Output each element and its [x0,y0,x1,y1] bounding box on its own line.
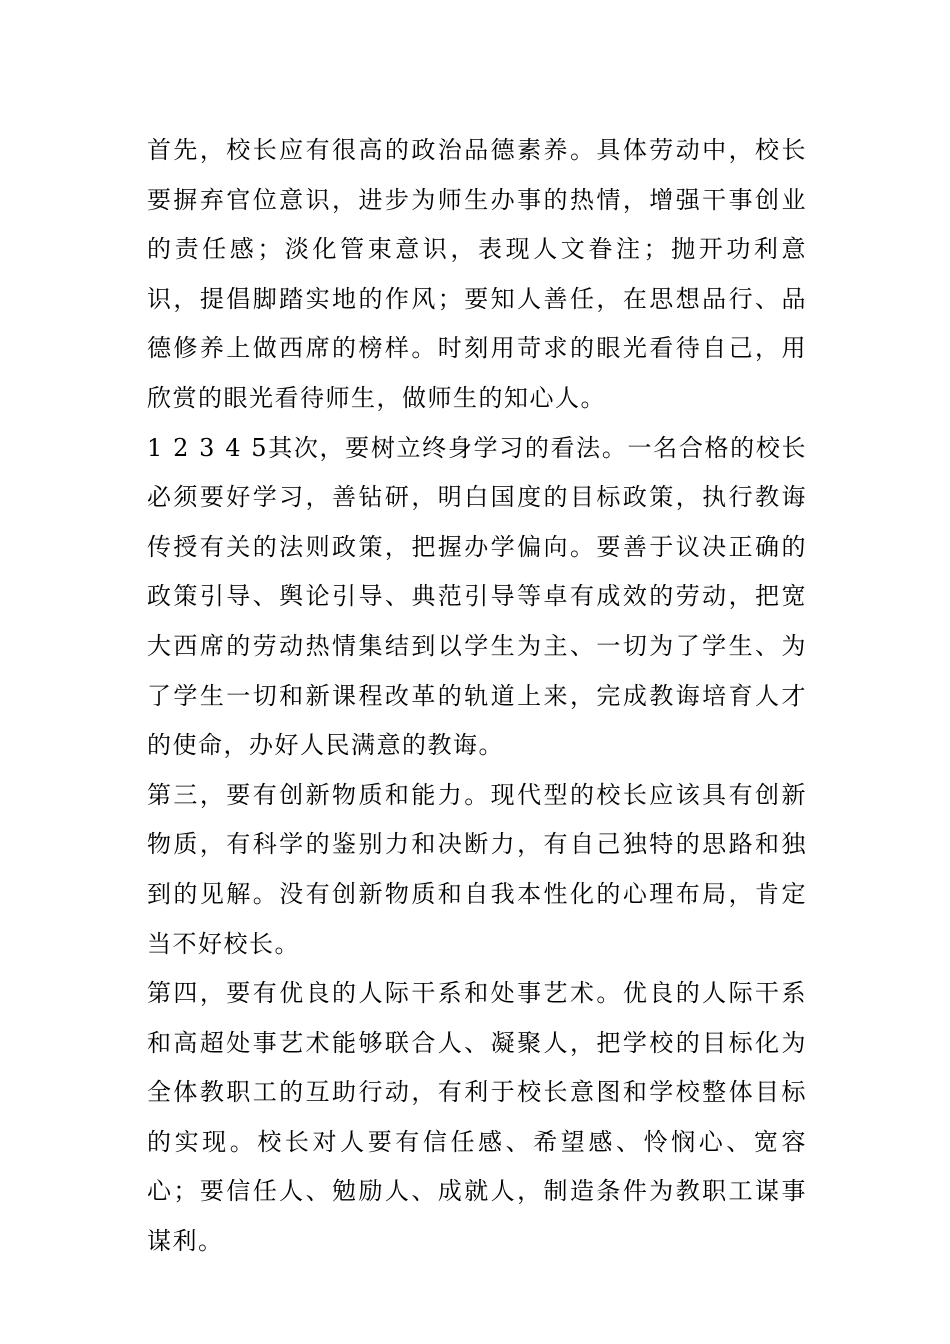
paragraph-interpersonal-relations: 第四，要有优良的人际干系和处事艺术。优良的人际干系和高超处事艺术能够联合人、凝聚人，把学校的目标化为全体教职工的互助行动，有利于校长意图和学校整体目标的实现。校长对人要有信任感、希望感、怜悯心、宽容心；要信任人、勉励人、成就人，制造条件为教职工谋事谋利。 [147,979,807,1256]
paragraph-lifelong-learning: 1 2 3 4 5其次，要树立终身学习的看法。一名合格的校长必须要好学习，善钻研，明白国度的目标政策，执行教诲传授有关的法则政策，把握办学偏向。要善于议决正确的政策引导、舆论引导、典范引导等卓有成效的劳动，把宽大西席的劳动热情集结到以学生为主、一切为了学生、为了学生一切和新课程改革的轨道上来，完成教诲培育人才的使命，办好人民满意的教诲。 [147,433,807,760]
paragraph-innovation: 第三，要有创新物质和能力。现代型的校长应该具有创新物质，有科学的鉴别力和决断力，有自己独特的思路和独到的见解。没有创新物质和自我本性化的心理布局，肯定当不好校长。 [147,780,807,958]
paragraph-political-quality: 首先，校长应有很高的政治品德素养。具体劳动中，校长要摒弃官位意识，进步为师生办事的热情，增强干事创业的责任感；淡化管束意识，表现人文眷注；抛开功利意识，提倡脚踏实地的作风；要知人善任，在思想品行、品德修养上做西席的榜样。时刻用苛求的眼光看待自己，用欣赏的眼光看待师生，做师生的知心人。 [147,136,807,412]
body-text [147,126,807,1267]
